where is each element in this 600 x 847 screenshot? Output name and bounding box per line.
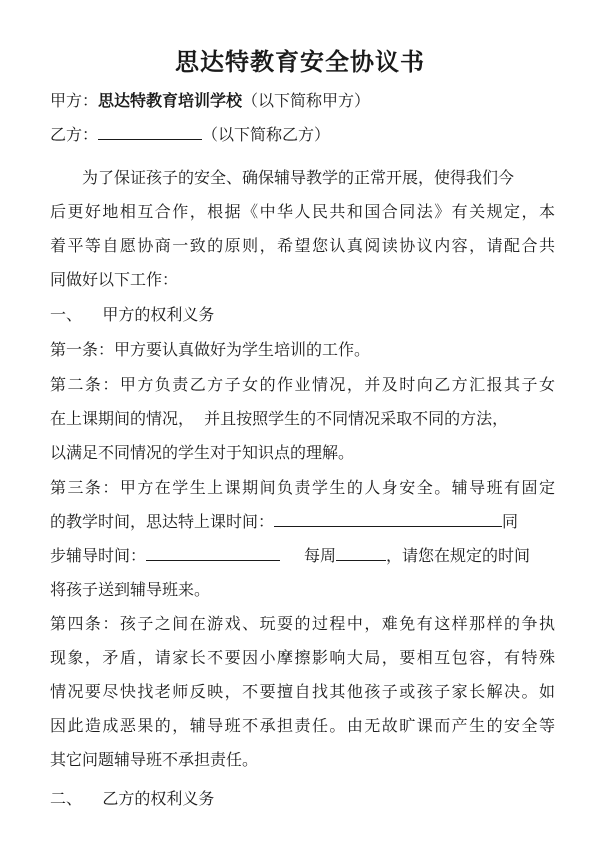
article-1: 第一条：甲方要认真做好为学生培训的工作。: [50, 340, 371, 359]
class-time-blank[interactable]: [274, 512, 502, 527]
article-4-line-5: 其它问题辅导班不承担责任。: [50, 750, 259, 769]
weekly-blank[interactable]: [336, 546, 386, 561]
article-3-line-2: [50, 512, 555, 532]
article-2-line-1: 第二条：甲方负责乙方子女的作业情况，并及时向乙方汇报其子女: [50, 375, 555, 394]
document-title: 思达特教育安全协议书: [175, 47, 425, 76]
section-2-heading: 二、 乙方的权利义务: [50, 789, 215, 808]
party-a-name: 思达特教育培训学校: [98, 91, 243, 110]
article-2-line-2: 在上课期间的情况， 并且按照学生的不同情况采取不同的方法，: [50, 409, 509, 428]
section-1-heading: 一、 甲方的权利义务: [50, 305, 215, 324]
article-4-line-2: 现象，矛盾，请家长不要因小摩擦影响大局，要相互包容，有特殊: [50, 648, 555, 667]
weekly-label: 每周: [304, 546, 337, 565]
party-b-name-blank[interactable]: [98, 125, 202, 140]
article-4-line-4: 因此造成恶果的，辅导班不承担责任。由无故旷课而产生的安全等: [50, 716, 555, 735]
article-3-line-1: 第三条：甲方在学生上课期间负责学生的人身安全。辅导班有固定: [50, 478, 555, 497]
article-2-line-3: 以满足不同情况的学生对于知识点的理解。: [50, 443, 355, 462]
party-b-suffix: （以下简称乙方）: [202, 125, 331, 144]
party-b-label: 乙方：: [50, 125, 99, 144]
article-3-line-4: 将孩子送到辅导班来。: [50, 580, 211, 599]
party-b-line: [50, 125, 555, 145]
sync-time-blank[interactable]: [146, 546, 280, 561]
article-3-line-3: [50, 546, 555, 566]
article-3-line-3-end: ，请您在规定的时间: [386, 546, 531, 565]
party-a-line: [50, 91, 555, 111]
article-4-line-3: 情况要尽快找老师反映，不要擅自找其他孩子或孩子家长解决。如: [50, 682, 555, 701]
party-a-suffix: （以下简称甲方）: [242, 91, 371, 110]
article-3-line-2-end: 同: [502, 512, 519, 531]
intro-line-4: 同做好以下工作：: [50, 270, 179, 289]
class-time-label: 的教学时间，思达特上课时间：: [50, 512, 275, 531]
party-a-label: 甲方：: [50, 91, 99, 110]
intro-line-2: 后更好地相互合作，根据《中华人民共和国合同法》有关规定，本: [50, 202, 555, 221]
sync-time-label: 步辅导时间：: [50, 546, 147, 565]
intro-line-1: 为了保证孩子的安全、确保辅导教学的正常开展，使得我们今: [82, 168, 515, 187]
intro-line-3: 着平等自愿协商一致的原则，希望您认真阅读协议内容，请配合共: [50, 236, 555, 255]
article-4-line-1: 第四条：孩子之间在游戏、玩耍的过程中，难免有这样那样的争执: [50, 614, 555, 633]
